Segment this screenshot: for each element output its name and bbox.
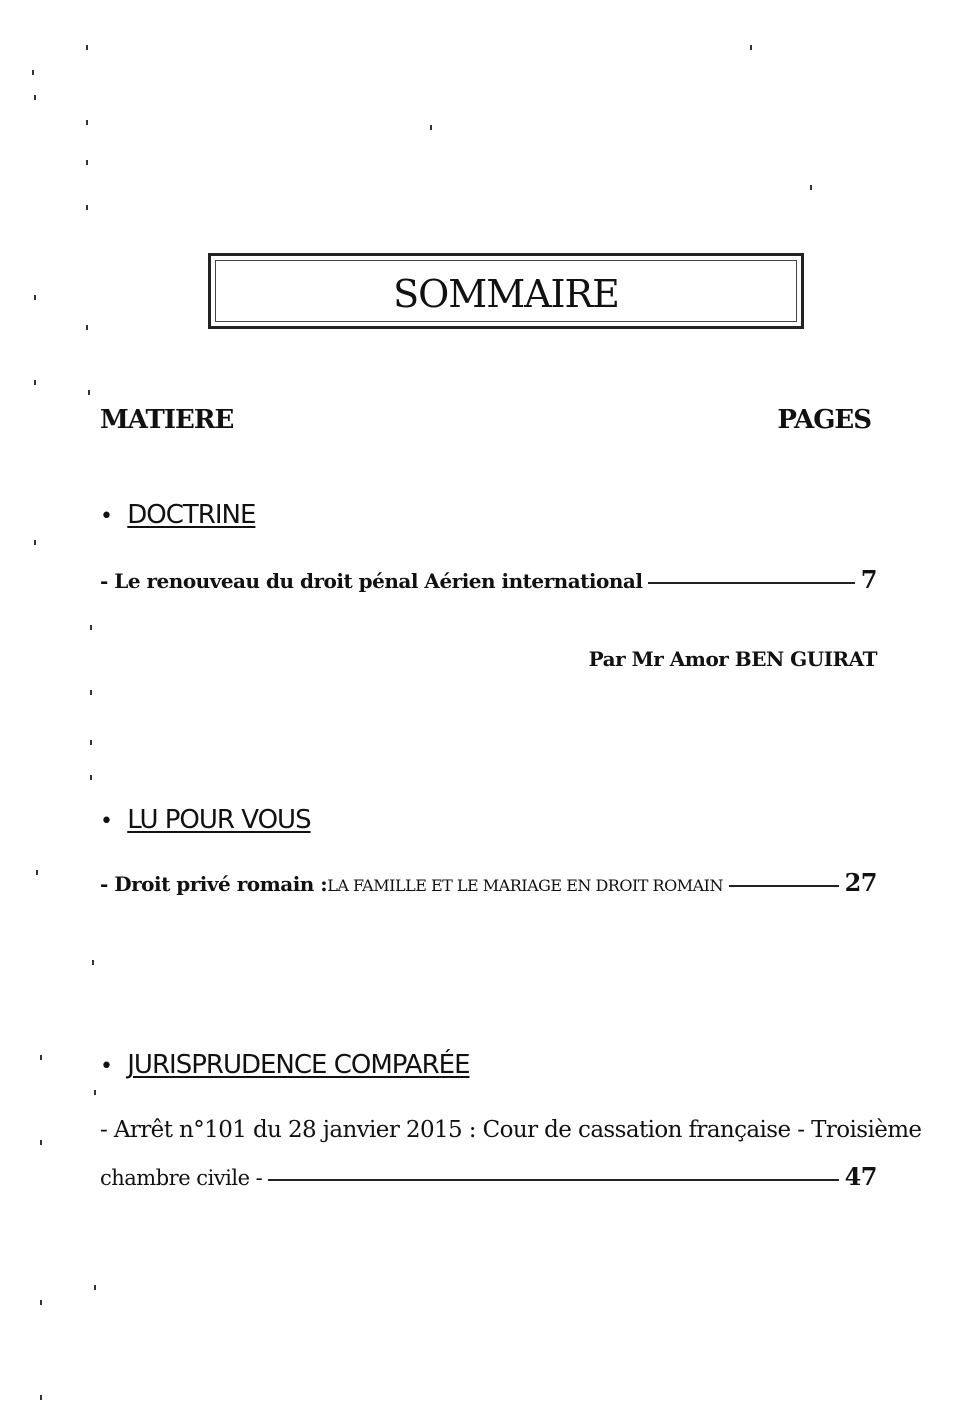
section-heading-label: LU POUR VOUS bbox=[127, 805, 311, 835]
column-heading-pages: PAGES bbox=[777, 405, 871, 435]
toc-entry-droit-penal bbox=[100, 565, 877, 594]
toc-entry-arret-line1: - Arrêt n°101 du 28 janvier 2015 : Cour de cassation française - Troisième bbox=[100, 1117, 922, 1143]
scan-speck bbox=[40, 1055, 42, 1060]
toc-entry-droit-prive-romain bbox=[100, 868, 877, 897]
bullet-icon: • bbox=[100, 504, 112, 529]
scan-speck bbox=[90, 690, 92, 695]
scan-speck bbox=[40, 1300, 42, 1305]
scan-speck bbox=[86, 325, 88, 330]
scan-speck bbox=[90, 625, 92, 630]
scan-speck bbox=[34, 95, 36, 100]
scan-speck bbox=[750, 45, 752, 50]
scan-speck bbox=[94, 1285, 96, 1290]
page-title: SOMMAIRE bbox=[393, 272, 619, 316]
scan-speck bbox=[40, 1140, 42, 1145]
scan-speck bbox=[86, 205, 88, 210]
section-heading-label: JURISPRUDENCE COMPARÉE bbox=[127, 1050, 470, 1080]
dot-leader bbox=[268, 1179, 838, 1181]
toc-entry-text-prefix: - Droit privé romain : bbox=[100, 872, 328, 896]
scan-speck bbox=[86, 45, 88, 50]
scan-speck bbox=[90, 775, 92, 780]
scan-speck bbox=[32, 70, 34, 75]
dot-leader bbox=[648, 582, 854, 584]
dot-leader bbox=[729, 885, 839, 887]
scan-speck bbox=[34, 380, 36, 385]
title-box bbox=[208, 253, 804, 329]
scan-speck bbox=[430, 125, 432, 130]
scan-speck bbox=[92, 960, 94, 965]
scan-speck bbox=[36, 870, 38, 875]
toc-entry-text: - Le renouveau du droit pénal Aérien international bbox=[100, 569, 643, 593]
toc-entry-arret-line2 bbox=[100, 1162, 877, 1191]
section-heading-label: DOCTRINE bbox=[127, 500, 256, 530]
column-heading-matiere: MATIERE bbox=[100, 405, 234, 435]
toc-entry-text: chambre civile - bbox=[100, 1166, 263, 1190]
toc-entry-page: 27 bbox=[844, 868, 877, 897]
author-line: Par Mr Amor BEN GUIRAT bbox=[588, 647, 877, 671]
bullet-icon: • bbox=[100, 809, 112, 834]
scan-speck bbox=[86, 120, 88, 125]
scan-speck bbox=[86, 160, 88, 165]
section-heading-jurisprudence-comparee bbox=[100, 1050, 470, 1080]
scan-speck bbox=[34, 540, 36, 545]
toc-entry-page: 47 bbox=[844, 1162, 877, 1191]
scan-speck bbox=[88, 390, 90, 395]
scan-speck bbox=[90, 740, 92, 745]
scan-speck bbox=[40, 1395, 42, 1400]
scan-speck bbox=[94, 1090, 96, 1095]
bullet-icon: • bbox=[100, 1054, 112, 1079]
toc-entry-page: 7 bbox=[860, 565, 877, 594]
scan-speck bbox=[34, 295, 36, 300]
section-heading-doctrine bbox=[100, 500, 255, 530]
toc-entry-text-title: LA FAMILLE ET LE MARIAGE EN DROIT ROMAIN bbox=[327, 876, 723, 895]
scan-speck bbox=[810, 185, 812, 190]
section-heading-lu-pour-vous bbox=[100, 805, 311, 835]
